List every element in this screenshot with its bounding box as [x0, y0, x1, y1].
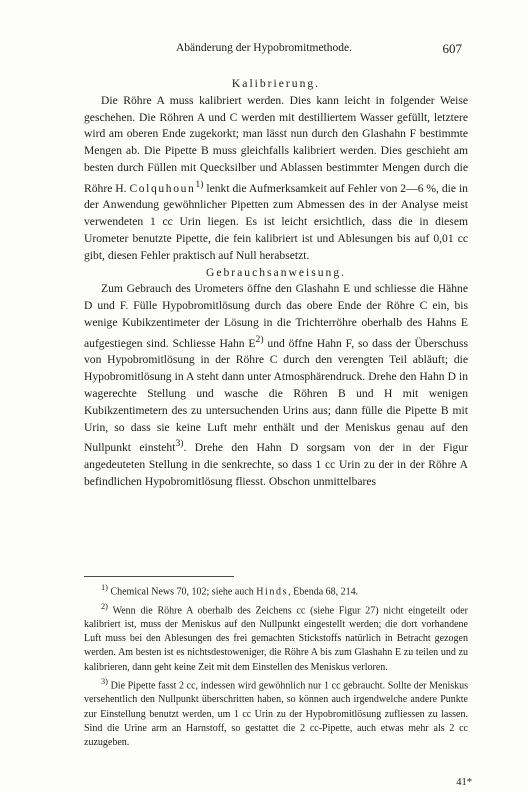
footnote-text: , Ebenda 68, 214. [288, 586, 359, 598]
footnote-text: Wenn die Röhre A oberhalb des Zeichens cc (siehe Figur 27) nicht eingeteilt oder kalibriert ist, muss der Meniskus auf den Nullpunkt eingestellt werden; die dort vorhandene Luft muss bei den Ablesungen des frei gemachten Stickstoffs natürlich in Betracht gezogen werden. Am besten ist es nichtsdestoweniger, die Röhre A bis zum Glashahn E zu teilen und zu kalibrieren, dann geht keine Zeit mit dem Einstellen des Meniskus verloren. [84, 604, 468, 673]
paragraph-text: . Drehe den Hahn D sorgsam von der in der Figur angedeuteten Stellung in die senkrechte, so dass 1 cc Urin zu der in der Röhre A befindlichen Hypobromitlösung fliesst. Obschon unmittelbares [84, 441, 468, 488]
footnote-marker: 3) [175, 438, 184, 450]
running-title: Abänderung der Hypobromitmethode. [176, 42, 352, 54]
footnote-marker: 1) [195, 178, 204, 190]
paragraph-text: und öffne Hahn F, so dass der Überschuss von Hypobromitlösung in der Röhre C durch den verengten Teil abläuft; die Hypobromitlösung in A steht dann unter Atmosphärendruck. Drehe den Hahn D in wagerechte Stellung und wasche die Röhren B und H mit wenigen Kubikzentimetern des zu untersuchenden Urins aus; dann fülle die Pipette B mit Urin, so dass sie keine Luft mehr enthält und der Meniskus genau auf den Nullpunkt einsteht [84, 336, 468, 455]
paragraph-text: Zum Gebrauch des Urometers öffne den Glashahn E und schliesse die Hähne D und F. Fülle Hypobromitlösung durch das obere Ende der Röhre C ein, bis wenige Kubikzentimeter der Lösung in die Trichterröhre oberhalb des Hahns E aufgestiegen sind. Schliesse Hahn E [84, 282, 468, 350]
footnote-number: 2) [101, 601, 108, 611]
running-header [84, 42, 462, 58]
footnote-number: 1) [101, 583, 108, 592]
author-name: Hinds [256, 586, 289, 598]
footnote-3 [84, 675, 468, 750]
section-heading-kalibrierung: Kalibrierung. [231, 77, 321, 90]
signature-mark: 41* [456, 777, 472, 788]
body-text [84, 76, 468, 491]
footnote-text: Die Pipette fasst 2 cc, indessen wird gewöhnlich nur 1 cc gebraucht. Sollte der Meniskus versehentlich den Nullpunkt überschritten haben, so können auch irgendwelche andere Punkte zur Einstellung benutzt werden, um 1 cc Urin zu der Hypobromitlösung zufliessen zu lassen. Sind die Urine arm an Harnstoff, so gestattet die 2 cc-Pipette, auch etwas mehr als 2 cc zuzugeben. [84, 680, 469, 749]
paragraph-kalibrierung [84, 93, 468, 265]
page-number: 607 [442, 41, 462, 56]
footnote-number: 3) [101, 676, 108, 686]
footnote-2 [84, 600, 468, 675]
footnote-1 [84, 581, 468, 600]
footnote-marker: 2) [255, 333, 264, 345]
footnotes [84, 576, 468, 750]
author-name: Colquhoun [129, 181, 196, 195]
paragraph-text: lenkt die Aufmerksamkeit auf Fehler von 2—6 %, die in der Anwendung gewöhnlicher Pipetten zum Abmessen des in der Analyse meist verwendeten 1 cc Urin liegen. Es ist leicht ersichtlich, dass die in diesem Urometer benutzte Pipette, die fein kalibriert ist und Ablesungen bis auf 0,01 cc gibt, diesen Fehler praktisch auf Null herabsetzt. [84, 181, 468, 262]
footnote-divider [84, 576, 234, 577]
paragraph-text: Die Röhre A muss kalibriert werden. Dies kann leicht in folgender Weise geschehen. Die Röhren A und C werden mit destilliertem Wasser gefüllt, letztere wird am oberen Ende zugekorkt; man lässt nun durch den Glashahn F bestimmte Mengen ab. Die Pipette B muss gleichfalls kalibriert werden. Dies geschieht am besten durch Füllen mit Quecksilber und Ablassen bestimmter Mengen durch die Röhre H. [84, 93, 468, 195]
footnote-text: Chemical News 70, 102; siehe auch [110, 586, 254, 598]
paragraph-gebrauchsanweisung [84, 281, 468, 490]
section-heading-gebrauchsanweisung: Gebrauchsanweisung. [205, 265, 347, 279]
